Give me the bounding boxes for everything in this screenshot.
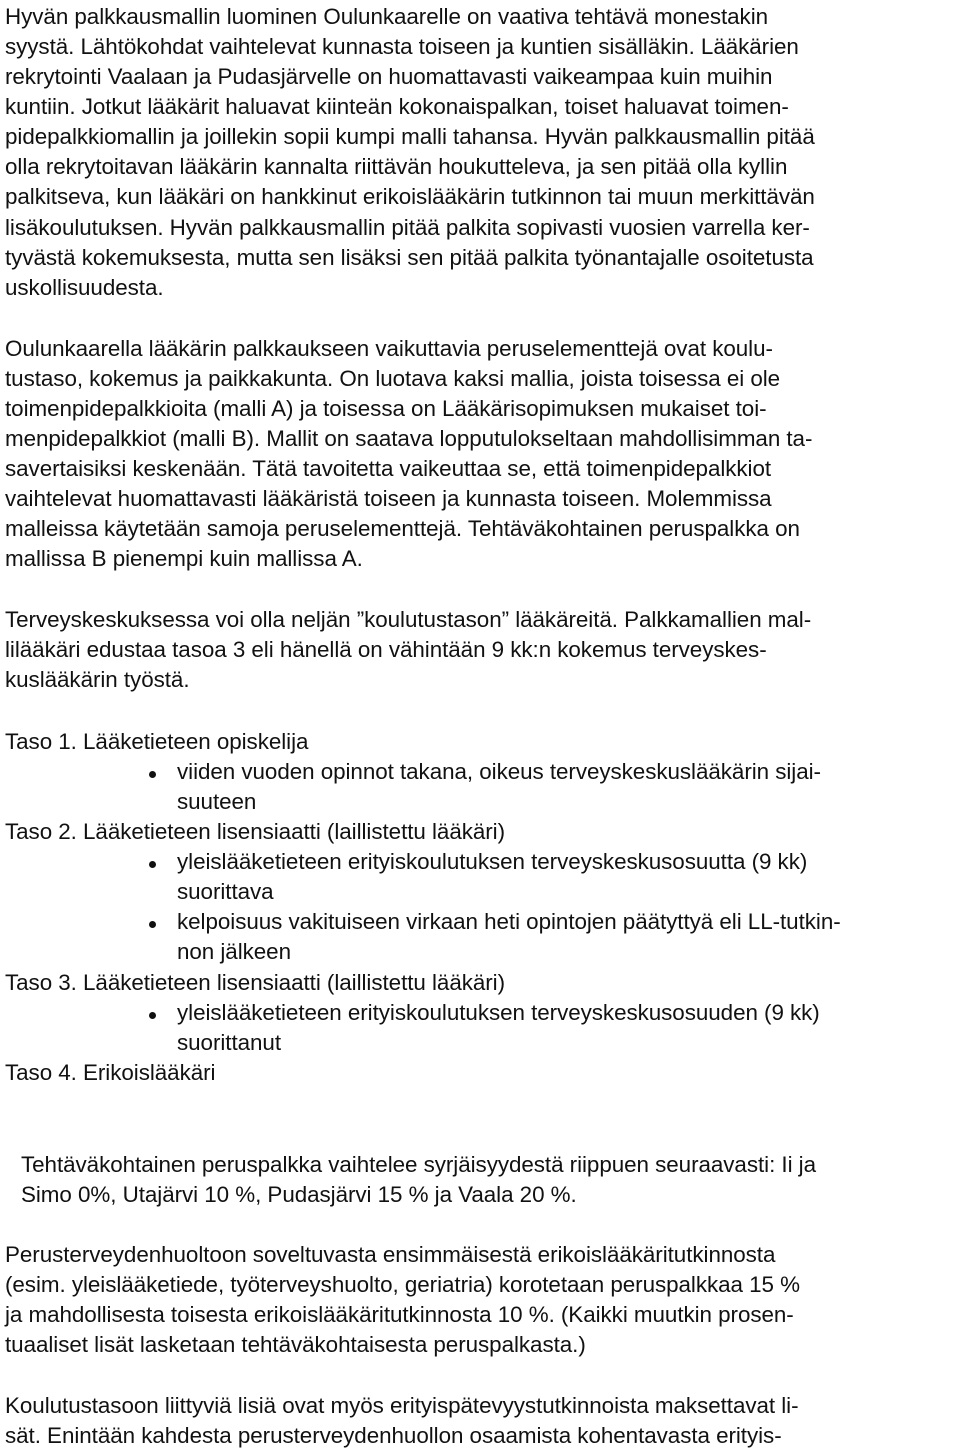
text-line: Tehtäväkohtainen peruspalkka vaihtelee syrjäisyydestä riippuen seuraavasti: Ii ja (21, 1152, 817, 1177)
text-line: Oulunkaarella lääkärin palkkaukseen vaikuttavia peruselementtejä ovat koulu- (5, 336, 773, 361)
text-line: ja mahdollisesta toisesta erikoislääkäritutkinnosta 10 %. (Kaikki muutkin prosen- (5, 1302, 794, 1327)
text-line: savertaisiksi keskenään. Tätä tavoitetta vaikeuttaa se, että toimenpidepalkkiot (5, 456, 772, 481)
list-item-continuation: suorittava (177, 879, 274, 904)
text-line: uskollisuudesta. (5, 275, 164, 300)
text-line: Simo 0%, Utajärvi 10 %, Pudasjärvi 15 % ja Vaala 20 %. (21, 1182, 577, 1207)
text-line: palkitseva, kun lääkäri on hankkinut erikoislääkärin tutkinnon tai muun merkittävän (5, 184, 815, 209)
text-line: syystä. Lähtökohdat vaihtelevat kunnasta toiseen ja kuntien sisälläkin. Lääkärien (5, 34, 799, 59)
text-line: tuaaliset lisät lasketaan tehtäväkohtaisesta peruspalkasta.) (5, 1332, 586, 1357)
text-line: Terveyskeskuksessa voi olla neljän ”koulutustason” lääkäreitä. Palkkamallien mal- (5, 607, 812, 632)
list-item: kelpoisuus vakituiseen virkaan heti opintojen päätyttyä eli LL-tutkin- (177, 909, 841, 934)
text-line: lisäkoulutuksen. Hyvän palkkausmallin pitää palkita sopivasti vuosien varrella ker- (5, 215, 810, 240)
list-item: viiden vuoden opinnot takana, oikeus terveyskeskuslääkärin sijai- (177, 759, 821, 784)
bullet-icon (149, 771, 156, 778)
text-line: vaihtelevat huomattavasti lääkäristä toiseen ja kunnasta toiseen. Molemmissa (5, 486, 772, 511)
list-item: yleislääketieteen erityiskoulutuksen terveyskeskusosuuden (9 kk) (177, 1000, 820, 1025)
list-item: yleislääketieteen erityiskoulutuksen terveyskeskusosuutta (9 kk) (177, 849, 808, 874)
bullet-icon (149, 1012, 156, 1019)
list-item-continuation: suorittanut (177, 1030, 282, 1055)
text-line: pidepalkkiomallin ja joillekin sopii kumpi malli tahansa. Hyvän palkkausmallin pitää (5, 124, 815, 149)
text-line: menpidepalkkiot (malli B). Mallit on saatava lopputulokseltaan mahdollisimman ta- (5, 426, 813, 451)
text-line: rekrytointi Vaalaan ja Pudasjärvelle on huomattavasti vaikeampaa kuin muihin (5, 64, 773, 89)
text-line: lilääkäri edustaa tasoa 3 eli hänellä on vähintään 9 kk:n kokemus terveyskes- (5, 637, 767, 662)
text-line: tustaso, kokemus ja paikkakunta. On luotava kaksi mallia, joista toisessa ei ole (5, 366, 781, 391)
level-title: Taso 4. Erikoislääkäri (5, 1060, 216, 1085)
list-item-continuation: suuteen (177, 789, 257, 814)
text-line: Hyvän palkkausmallin luominen Oulunkaarelle on vaativa tehtävä monestakin (5, 4, 769, 29)
list-item-continuation: non jälkeen (177, 939, 291, 964)
text-line: Koulutustasoon liittyviä lisiä ovat myös erityispätevyystutkinnoista maksettavat li- (5, 1393, 799, 1418)
level-title: Taso 1. Lääketieteen opiskelija (5, 729, 309, 754)
text-line: olla rekrytoitavan lääkärin kannalta riittävän houkutteleva, ja sen pitää olla kyllin (5, 154, 788, 179)
text-line: Perusterveydenhuoltoon soveltuvasta ensimmäisestä erikoislääkäritutkinnosta (5, 1242, 776, 1267)
text-line: mallissa B pienempi kuin mallissa A. (5, 546, 363, 571)
text-line: malleissa käytetään samoja peruselementtejä. Tehtäväkohtainen peruspalkka on (5, 516, 800, 541)
text-line: (esim. yleislääketiede, työterveyshuolto, geriatria) korotetaan peruspalkkaa 15 % (5, 1272, 800, 1297)
text-line: kuslääkärin työstä. (5, 667, 190, 692)
bullet-icon (149, 921, 156, 928)
level-title: Taso 3. Lääketieteen lisensiaatti (laillistettu lääkäri) (5, 970, 506, 995)
text-line: toimenpidepalkkioita (malli A) ja toisessa on Lääkärisopimuksen mukaiset toi- (5, 396, 767, 421)
text-line: tyvästä kokemuksesta, mutta sen lisäksi sen pitää palkita työnantajalle osoitetusta (5, 245, 814, 270)
text-line: sät. Enintään kahdesta perusterveydenhuollon osaamista kohentavasta erityis- (5, 1423, 782, 1448)
level-title: Taso 2. Lääketieteen lisensiaatti (laillistettu lääkäri) (5, 819, 506, 844)
bullet-icon (149, 861, 156, 868)
text-line: kuntiin. Jotkut lääkärit haluavat kiinteän kokonaispalkan, toiset haluavat toimen- (5, 94, 789, 119)
